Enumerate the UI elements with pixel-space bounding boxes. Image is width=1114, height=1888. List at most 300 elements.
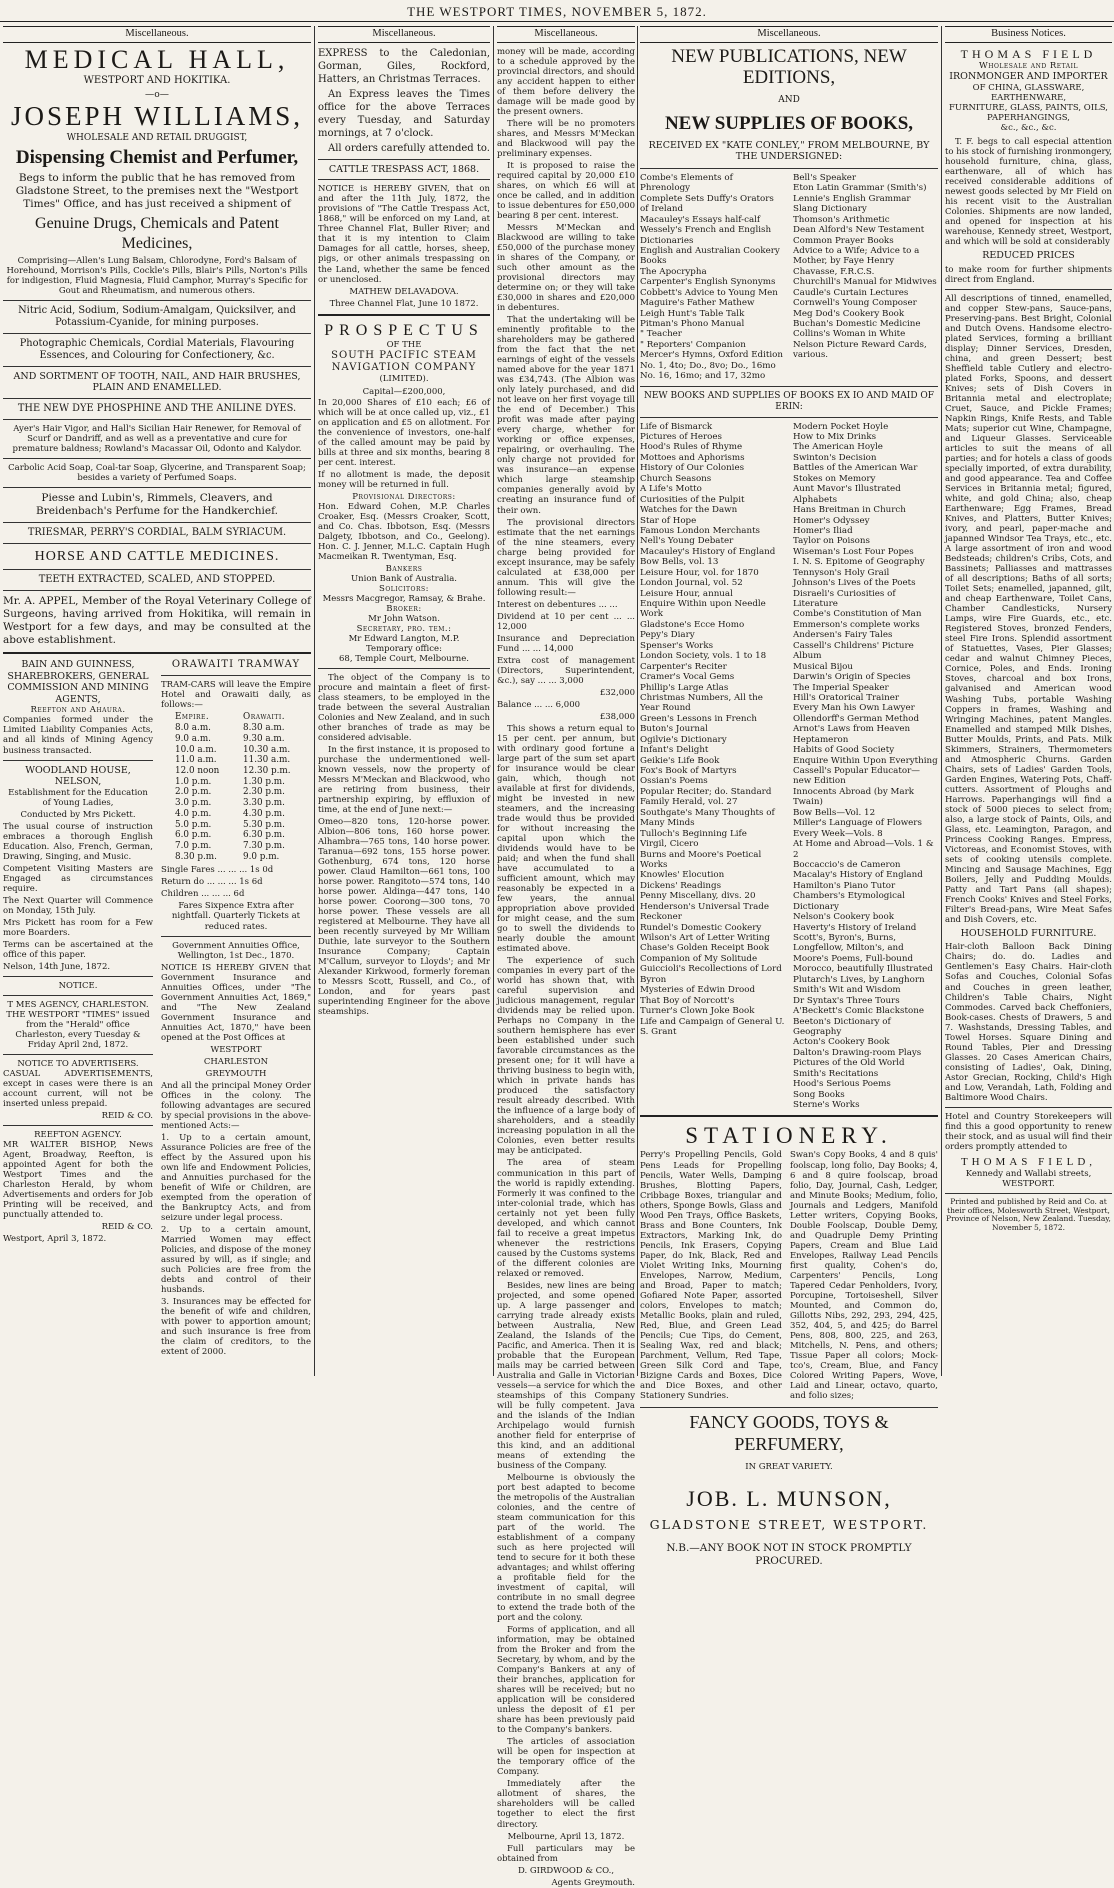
secretary-head: Secretary, pro. tem.: (356, 623, 452, 634)
book-title: London Society, vols. 1 to 18 (640, 651, 767, 662)
book-title: Miller's Language of Flowers (793, 818, 922, 829)
great-variety: IN GREAT VARIETY. (745, 1461, 833, 1472)
book-title: Johnson's Lives of the Poets (793, 578, 916, 589)
woodland-text6: Mrs Pickett has room for a Few more Boarders. (3, 917, 153, 938)
book-title: Taylor on Poisons (793, 536, 870, 547)
book-title: No. 16, 16mo; and 17, 32mo (640, 371, 766, 382)
intro-text: Begs to inform the public that he has removed from Gladstone Street, to the premises next the "Westport Times" Office, and has just received a shipment of (15, 171, 299, 210)
column-heading: Miscellaneous. (497, 26, 635, 43)
book-title: Pictures of the Old World (793, 1058, 905, 1069)
fin-1: Interest on debentures ... ... (497, 599, 618, 610)
field-town: WESTPORT. (1002, 1179, 1055, 1190)
book-title: Cornwell's Young Composer (793, 298, 917, 309)
book-title: Mottoes and Aphorisms (640, 452, 745, 463)
tt-cell: 7.0 p.m. (175, 840, 212, 851)
book-title: Pepy's Diary (640, 630, 695, 641)
book-title: Cassell's Childrens' Picture Album (793, 640, 914, 662)
cattle-text: NOTICE is HEREBY GIVEN, that on and after the 11th July, 1872, the provisions of "The Cattle Trespass Act, 1868," will be enforced on my Land, at Three Channel Flat, Buller River; and that it is my intention to Claim Damages for all cattle, horses, sheep, pigs, or other animals trespassing on the Land, whether the same be fenced or unenclosed. (318, 184, 490, 285)
tt-cell: 4.0 p.m. (175, 808, 212, 819)
book-title: A Life's Motto (640, 484, 702, 495)
book-title: Cobbett's Advice to Young Men (640, 287, 778, 298)
fin-6: Balance ... ... 6,000 (497, 699, 581, 710)
prospectus-company: SOUTH PACIFIC STEAM NAVIGATION COMPANY (331, 350, 477, 374)
woodland-text2: Conducted by Mrs Pickett. (20, 809, 136, 820)
prospectus-allot: If no allotment is made, the deposit money will be returned in full. (318, 469, 490, 490)
woodland-date: Nelson, 14th June, 1872. (3, 961, 111, 972)
book-title: Ogilvie's Dictionary (640, 734, 727, 745)
cattle-sign: MATHEW DELAVADOVA. (349, 286, 459, 297)
book-title: Every Week—Vols. 8 (793, 828, 883, 839)
c3-p9: The area of steam communication in this part of the world is rapidly extending. Formerly it was confined to the inter-colonial trade, which has certainly not yet been fully developed, and which cannot fail to receive a great impetus whenever the restrictions caused by the Customs systems of the different colonies are relaxed or removed. (497, 1158, 635, 1279)
book-title: Ollendorff's German Method (793, 713, 920, 724)
woodland-text5: The Next Quarter will Commence on Monday, 15th July. (3, 895, 153, 916)
field-trade6: PAPERHANGINGS, (987, 113, 1070, 124)
book-title: Battles of the American War (793, 463, 918, 474)
advertisers-text: CASUAL ADVERTISEMENTS, except in cases were there is an account current, will not be inserted unless prepaid. (3, 1069, 153, 1110)
tt-cell: 11.30 a.m. (243, 755, 291, 766)
book-title: Leisure Hour, vol. for 1870 (640, 567, 759, 578)
book-title: Cassell's Popular Educator—new Edition (793, 766, 920, 787)
book-title: Darwin's Origin of Species (793, 672, 911, 683)
book-title: Rundel's Domestic Cookery (640, 922, 762, 933)
tt-cell: 1.0 p.m. (175, 776, 212, 787)
c3-p10: Besides, new lines are being projected, and some opened up. A large passenger and carrying trade already exists between Australia, New Zealand, the Islands of the Pacific, and America. Then it is probable that the European mails may be carried between Australia and Galle in Victorian vessels—a service for which the steamships of this Company will be fully competent. Java and the islands of the Indian Archipelago would furnish another field for enterprise of this kind, and an additional means of extending the business of the Company. (497, 1280, 635, 1471)
book-title: Acton's Cookery Book (793, 1037, 890, 1048)
book-title: Chambers's Etymological Dictionary (793, 891, 905, 912)
fares-2: Return do ... ... ... 1s 6d (161, 877, 263, 888)
annuities-text: NOTICE IS HEREBY GIVEN that Government Insurance and Annuities Offices, under "The Government Annuities Act, 1869," and "The New Zealand Government Insurance and Annuities Act, 1870," have been opened at the Post Offices at (161, 962, 311, 1043)
field-trade2: IRONMONGER AND IMPORTER (949, 71, 1108, 83)
prospectus-capital: Capital—£200,000, (362, 387, 446, 398)
stationery-right: Swan's Copy Books, 4 and 8 quis' foolscap, long folio, Day Books; 4, 6 and 8 quire foolscap, broad folio, Day, Journal, Cash, Ledger, and Minute Books; Medium, folio, Journals and Ledgers, Manifold Letter writers, Copying Books, Double Foolscap, Double Demy, and Quadruple Demy Printing Papers, Cream and Blue Laid Envelopes, Railway Lead Pencils first quality, Cohen's do, Carpenters' Pencils, Long Tapered Cedar Penholders, Ivory, Porcupine, Tortoiseshell, Silver Mounted, and Common do, Gillotts Nibs, 292, 293, 294, 425, 352, 404, 5, and 425; do Barrel Pens, 808, 800, 225, and 263, Mitchells, N. Pens, and others; Tissue Paper all colors; Mock-tco's, Cream, Blue, and Fancy Colored Writing Papers, Wove, Laid and Linear, octavo, quarto, and folio sizes; (789, 1150, 938, 1401)
c3-p5: That the undertaking will be eminently profitable to the shareholders may be gathered from the fact that the net earnings of eight of the vessels named above for the year 1871 was £34,743. (The Albion was only lately purchased, and did not leave on her first voyage till the end of December.) This profit was made after paying every charge, whether for working or office expenses, repairing, or overhauling. The only charge not provided for was insurance—an expense which large steamship companies generally avoid by creating an insurance fund of their own. (497, 315, 635, 516)
field-trade1: Wholesale and Retail (979, 61, 1078, 72)
tt-cell: 5.30 p.m. (243, 819, 285, 830)
column-heading: Business Notices. (945, 26, 1112, 43)
notice-head: NOTICE. (58, 980, 98, 991)
book-title: Infant's Delight (640, 745, 709, 756)
book-title: Ossian's Poems (640, 776, 708, 787)
book-title: Andersen's Fairy Tales (793, 630, 893, 641)
book-title: At Home and Abroad—Vols. 1 & 2 (793, 839, 934, 860)
tt-cell: 7.30 p.m. (243, 840, 285, 851)
tt-cell: 9.30 a.m. (243, 733, 285, 744)
nitric-text: Nitric Acid, Sodium, Sodium-Amalgam, Quicksilver, and Potassium-Cyanide, for mining purposes. (18, 305, 296, 329)
carbolic-text: Carbolic Acid Soap, Coal-tar Soap, Glycerine, and Transparent Soap; besides a variety of Perfumed Soaps. (8, 463, 306, 484)
book-title: Musical Bijou (793, 661, 853, 672)
book-title: Life of Bismarck (640, 421, 713, 432)
tt-cell: 8.30 a.m. (243, 723, 285, 734)
fin-7: £38,000 (599, 711, 635, 722)
book-title: Emmerson's complete works (793, 619, 920, 630)
book-title: Famous London Merchants (640, 525, 761, 536)
book-title: Curiosities of the Pulpit (640, 494, 745, 505)
book-title: Bell's Speaker (793, 172, 857, 183)
book-title: Buton's Journal (640, 724, 708, 735)
book-title: I. N. S. Epitome of Geography (793, 557, 925, 568)
book-title: Dr Syntax's Three Tours (793, 995, 900, 1006)
prospectus-limited: (LIMITED). (379, 374, 429, 385)
book-title: Hill's Oratorical Trainer (793, 692, 900, 703)
book-title: Dickens' Readings (640, 880, 722, 891)
woodland-title: WOODLAND HOUSE, NELSON, (25, 764, 131, 788)
field-intro: T. F. begs to call especial attention to his stock of furnishing ironmongery, household furniture, china, glass, earthenware, all of which has received considerable additions of newest goods selected by Mr Field on his recent visit to the Australian Colonies. Shipments are now landed, and opened for inspection at his warehouse, Kennedy street, Westport, and which will be sold at considerably (945, 137, 1112, 248)
c3-p1: money will be made, according to a schedule approved by the provincial directors, and should any accident happen to either of them before delivery the damage will be made good by the present owners. (497, 46, 635, 117)
bankers: Union Bank of Australia. (351, 573, 457, 584)
printed-notice: Printed and published by Reid and Co. at their offices, Molesworth Street, Westport, Province of Nelson, New Zealand. Tuesday, November 5, 1872. (946, 1197, 1111, 1233)
book-title: Smith's Recitations (793, 1068, 879, 1079)
teeth-text: TEETH EXTRACTED, SCALED, AND STOPPED. (38, 573, 276, 585)
secretary: Mr Edward Langton, M.P. (348, 633, 460, 644)
column-heading: Miscellaneous. (640, 26, 938, 43)
book-title: Homer's Odyssey (793, 515, 870, 526)
book-title: Common Prayer Books (793, 235, 894, 246)
c3-p8: The experience of such companies in every part of the world has shown that, with careful supervision and judicious management, regular dividends may be relied upon. Perhaps no Company in the southern hemisphere has ever been established under such favorable circumstances as the present one; for it will have a thriving business to begin with, which in private hands has produced the satisfactory result already described. With the influence of a large body of shareholders, and a steadily increasing population in all the Colonies, even better results may be anticipated. (497, 956, 635, 1157)
annuities-text2: And all the principal Money Order Offices in the colony. The following advantages are secured by special provisions in the above-mentioned Acts:— (161, 1080, 311, 1131)
book-list-right (793, 422, 938, 1111)
c3-sign: D. GIRDWOOD & CO., (517, 1865, 615, 1876)
tt-cell: 6.0 p.m. (175, 830, 212, 841)
express-text1: EXPRESS to the Caledonian, Gorman, Giles, Rockford, Hatters, an Christmas Terraces. (318, 47, 490, 85)
woodland-text4: Competent Visiting Masters are Engaged as circumstances require. (3, 863, 153, 894)
book-title: Nell's Young Debater (640, 536, 734, 547)
fares-3: Children ... ... ... 6d (161, 889, 245, 900)
c3-p11: Melbourne is obviously the port best adapted to become the metropolis of the Australian colonies, and the centre of steam communication for this part of the world. The establishment of a company such as here projected will tend to secure for it both these advantages; and whilst offering a profitable field for the investment of capital, will contribute in no small degree to extend the trade both of the port and the colony. (497, 1472, 635, 1624)
book-title: Companion of My Solitude (640, 953, 758, 964)
book-title: Swinton's Decision (793, 452, 877, 463)
books-and: AND (778, 94, 800, 105)
book-title: Aunt Mavor's Illustrated Alphabets (793, 484, 901, 505)
field-trade3: OF CHINA, GLASSWARE, (972, 83, 1085, 94)
book-title: Penny Miscellany, divs. 20 (640, 891, 756, 902)
directors-head: Provisional Directors: (352, 491, 456, 502)
prospectus-body1: The object of the Company is to procure and maintain a fleet of first-class steamers, to be employed in the trade between the several Australian Colonies and New Zealand, and in such other branches of trade as may be considered advisable. (318, 672, 490, 743)
vessels-text: Omeo—820 tons, 120-horse power. Albion—806 tons, 160 horse power. Alhambra—765 tons, 140 horse power. Taranua—692 tons, 155 horse power. Gothenburg, 674 tons, 120 horse power. Claud Hamilton—661 tons, 100 horse power. Rangitoto—574 tons, 140 horse power. Aldinga—447 tons, 140 horse power. Coorong—300 tons, 70 horse power. These vessels are all registered at Melbourne. They have all been recently surveyed by Mr William Duthie, late surveyor to the Southern Insurance Company; Captain M'Callum, surveyor to Lloyds'; and Mr Alexander Kirkwood, formerly foreman to Messrs Scott, Russell, and Co., of London, and for years past superintending Engineer for the above steamships. (318, 817, 490, 1018)
book-title: Dean Alford's New Testament (793, 225, 925, 236)
book-title: Macauley's History of England (640, 546, 776, 557)
book-title: The American Hoyle (793, 442, 883, 453)
column-2 (318, 26, 490, 1376)
book-title: Henderson's Universal Trade Reckoner (640, 901, 769, 923)
woodland-text1: Establishment for the Education of Young Ladies, (8, 787, 148, 808)
c3-sign2: Agents Greymouth. (551, 1877, 635, 1888)
book-title: Hood's Rules of Rhyme (640, 442, 743, 453)
book-title: Southgate's Many Thoughts of Many Minds (640, 807, 775, 829)
headline: Dispensing Chemist and Perfumer, (15, 146, 299, 168)
fin-2: Dividend at 10 per cent ... ... 12,000 (497, 611, 635, 632)
brushes-text: AND SORTMENT OF TOOTH, NAIL, AND HAIR BRUSHES, PLAIN AND ENAMELLED. (13, 370, 301, 394)
book-title: Eton Latin Grammar (Smith's) (793, 183, 927, 194)
book-title: Combe's Constitution of Man (793, 609, 922, 620)
solicitors-head: Solicitors: (379, 583, 429, 594)
book-title: Beeton's Dictionary of Geography (793, 1016, 891, 1037)
book-title: A'Beckett's Comic Blackstone (793, 1006, 924, 1017)
broker: Mr John Watson. (368, 613, 440, 624)
book-title: Meg Dod's Cookery Book (793, 308, 905, 319)
cattle-head: CATTLE TRESPASS ACT, 1868. (328, 163, 480, 175)
column-rule (493, 26, 494, 1376)
book-title: Modern Pocket Hoyle (793, 421, 889, 432)
prospectus-of: OF THE (386, 340, 422, 351)
tt-cell: 2.0 p.m. (175, 787, 212, 798)
tt-cell: 9.0 p.m. (243, 851, 280, 862)
medical-hall-title: MEDICAL HALL, (24, 44, 290, 74)
reefton-text: MR WALTER BISHOP, News Agent, Broadway, Reefton, is appointed Agent for both the Westport Times and the Charleston Herald, by whom Advertisements and orders for Job Printing will be received, and punctually attended to. (3, 1140, 153, 1221)
book-title: Smith's Wit and Wisdom (793, 985, 901, 996)
tt-cell: 5.0 p.m. (175, 819, 212, 830)
book-title: Tulloch's Beginning Life (640, 828, 747, 839)
book-title: Enquire Within Upon Everything (793, 755, 938, 766)
book-title: No. 1, 4to; Do., 8vo; Do., 16mo (640, 360, 776, 371)
field-street: Kennedy and Wallabi streets, (965, 1169, 1092, 1180)
tt-cell: 12.0 noon (175, 765, 220, 776)
book-title: Wilson's Art of Letter Writing (640, 933, 770, 943)
fares-4: Fares Sixpence Extra after nightfall. Quarterly Tickets at reduced rates. (171, 901, 301, 932)
column-1 (3, 26, 311, 1376)
book-title: Complete Sets Duffy's Orators of Ireland (640, 193, 774, 215)
book-title: Hood's Serious Poems (793, 1079, 891, 1090)
book-title: That Boy of Norcott's (640, 995, 735, 1006)
prospectus-body2: In the first instance, it is proposed to purchase the undermentioned well-known vessels, now the property of Messrs M'Meckan and Blackwood, who are retiring from business, their partnership expiring, by effluxion of time, at the end of June next:— (318, 745, 490, 816)
book-title: Plutarch's Lives, by Langhorn (793, 974, 925, 985)
book-title: Hamilton's Piano Tutor (793, 880, 896, 891)
reefton-head: REEFTON AGENCY. (34, 1130, 122, 1141)
column-rule (941, 26, 942, 1376)
bankers-head: Bankers (385, 563, 423, 574)
book-title: Mysteries of Edwin Drood (640, 985, 756, 996)
dye-text: THE NEW DYE PHOSPHINE AND THE ANILINE DYES. (17, 403, 297, 415)
ayer-text: Ayer's Hair Vigor, and Hall's Sicilian Hair Renewer, for Removal of Scurf or Dandriff, and as well as a preventative and cure for premature baldness; Rowland's Macassar Oil, Odonto and Kalydor. (12, 424, 302, 455)
column-4 (640, 26, 938, 1567)
field-name2: THOMAS FIELD, (960, 1155, 1097, 1168)
book-title: Advice to a Wife; Advice to a Mother, by Faye Henry Chavasse, F.R.C.S. (793, 245, 920, 277)
c3-p4: Messrs M'Meckan and Blackwood are willing to take £50,000 of the purchase money in shares of the Company, or such other amount as the provisional directors may determine on; or they will take £30,000 in shares and £20,000 in debentures. (497, 223, 635, 314)
annuities-place2: CHARLESTON (203, 1056, 269, 1067)
book-title: Fox's Book of Martyrs (640, 766, 737, 776)
book-title: Heptameron (793, 734, 849, 745)
column-rule (314, 26, 315, 1376)
advertisers-sign: REID & CO. (101, 1111, 153, 1122)
book-title: Turner's Clown Joke Book (640, 1006, 755, 1017)
fin-4: Extra cost of management (Directors, Superintendent, &c.), say ... ... 3,000 (497, 655, 635, 686)
book-title: Leisure Hour, annual (640, 588, 733, 599)
stationery-title: STATIONERY. (685, 1123, 893, 1149)
genuine-drugs: Genuine Drugs, Chemicals and Patent Medicines, (35, 215, 279, 252)
book-title: The Imperial Speaker (793, 682, 889, 693)
book-title: Mercer's Hymns, Oxford Edition (640, 350, 783, 361)
book-title: Wiseman's Lost Four Popes (793, 546, 914, 557)
tt-cell: 9.0 a.m. (175, 733, 211, 744)
c3-p15: Full particulars may be obtained from (497, 1843, 635, 1864)
book-title: Hans Breitman in Church (793, 505, 906, 516)
tt-cell: 10.0 a.m. (175, 744, 217, 755)
book-title: Christmas Numbers, All the Year Round (640, 692, 763, 714)
c3-p2: There will be no promoters shares, and Messrs M'Meckan and Blackwood will pay the preliminary expenses. (497, 118, 635, 159)
book-title: Haverty's History of Ireland (793, 922, 917, 933)
book-title: Green's Lessons in French (640, 713, 757, 724)
book-title: Habits of Good Society (793, 745, 895, 756)
book-title: Phillip's Large Atlas (640, 682, 729, 693)
tt-cell: 8.0 a.m. (175, 723, 211, 734)
book-title: " Reporters' Companion (640, 339, 746, 350)
book-title: Virgil, Cicero (640, 839, 699, 850)
stationery-left: Perry's Propelling Pencils, Gold Pens Leads for Propelling Pencils, Water Wells, Damping Brushes, Blotting Papers, Cribbage Boxes, triangular and others, Sponge Bowls, Glass and Wood Pen Trays, Office Baskets, Brass and Bone Counters, Ink Extractors, Marking Ink, do Pencils, Ink Erasers, Copying Paper, do Ink, Black, Red and Violet Writing Inks, Mourning Envelopes, Narrow, Medium, and Broad, Paper to match; Gofiared Note Paper, assorted colors, Envelopes to match; Metallic Books, plain and ruled, Red, Blue, and Green Lead Pencils; Cue Tips, do Cement, Sealing Wax, red and black; Parchment, Vellum, Red Tape, Green Silk Cord and Tape, Bizigne Cards and Boxes, Dice and Dice Boxes, and other Stationery Sundries. (640, 1150, 782, 1401)
book-title: Boccaccio's de Cameron (793, 859, 901, 870)
appel-text: Mr. A. APPEL, Member of the Royal Veterinary College of Surgeons, having arrived from Hokitika, will remain in Westport for a few days, and may be consulted at the above establishment. (3, 594, 311, 646)
column-heading: Miscellaneous. (318, 26, 490, 43)
tt-cell: 11.0 a.m. (175, 755, 217, 766)
book-title: Arnot's Laws from Heaven (793, 724, 911, 735)
book-title: Cramer's Vocal Gems (640, 672, 735, 683)
tt-cell: 2.30 p.m. (243, 787, 285, 798)
field-body: All descriptions of tinned, enamelled, and copper Stew-pans, Sauce-pans, Preserving-pans. Best Bright, Colonial and Dutch Ovens. Handsome electro-plated Services, forming a brilliant display; Dinner Services, Dresden, china, and green Dessert; best Sheffield table Cutlery and electro-plated Forks, Spoons, and dessert Knives; sets of Dish Covers in Britannia metal and electroplate; Cruet, Sauce, and Pickle Frames; Napkin Rings, Knife Rests, and Table Mats; superior cut Wine, Champagne, and Liqueur Glasses. Serviceable articles to suit the means of all parties; and for hotels a class of goods specially imported, of extra durability, and good appearance. Tea and Coffee Services in Britannia metal; figured, white, and gold China; also, cheap Earthenware; Egg Frames, Bread Knives, and Platters, Butter Knives; ivory, and pearl, paper-mache and japanned Windsor Tea Trays, etc., etc. A large assortment of iron and wood Bedsteads; children's Cribs, Cots, and Bassinets; Palliasses and mattrasses of all descriptions; Baths of all sorts; Toilet Sets; enamelled, japanned, gilt, and cheap Earthenware, Toilet Cans, Chamber Candlesticks, Nursery Lamps, wire Fire Guards, etc., etc. Registered Stoves, bronzed Fenders, steel Fire Irons. Splendid assortment of Statuettes, Vases, Pier Glasses; cedar and walnut Chimney Pieces, Cornice, Poles, and Ends. Ironing Stoves, charcoal and box Irons, galvanised and American wood Washing Tubs, portable Washing Coppers in frames, Washing and Wringing Machines, patent Mangles. Enamelled and stamped Milk Dishes, Butter Moulds, Prints, and Pats. Milk Skimmers, Strainers, Thermometers and Atmospheric Churns. Garden Chairs, sets of Ladies' Garden Tools, Garden Engines, Watering Pots, Chaff-cutters. Assortment of Ploughs and Harrows. Paperhangings will find a stock of 5000 pieces to select from; also, a large stock of Paints, Oils, and Glass, etc. Leamington, Paragon, and Princess Cooking Ranges. Empress, Victoreas, and Economist Stoves, with sets of cooking utensils complete. Mincing and Sausage Machines, Egg Boilers, Jelly and Pudding Moulds. Patty and Tart Pans (all shapes); French Cooks' Knives and Steel Forks, Filter's Bread-pans, Wire Meat Safes and Dish Covers, etc. (945, 293, 1112, 925)
field-hotel: Hotel and Country Storekeepers will find this a good opportunity to renew their stock, and as usual will find their orders promptly attended to (945, 1111, 1112, 1152)
tramway-head: ORAWAITI TRAMWAY (171, 659, 301, 671)
book-title: London Journal, vol. 52 (640, 578, 743, 589)
field-trade7: &c., &c., &c. (1000, 123, 1057, 134)
broker-head: Broker: (386, 603, 422, 614)
advertisers-head: NOTICE TO ADVERTISERS. (17, 1059, 139, 1070)
tt-cell: 1.30 p.m. (243, 776, 285, 787)
book-title: Bow Bells—Vol. 12 (793, 807, 876, 818)
c3-date: Melbourne, April 13, 1872. (507, 1831, 625, 1842)
c3-p12: Forms of application, and all information, may be obtained from the Broker and from the Secretary, by whom, and by the Company's Bankers at any of their branches, application for shares will be received; but no application will be considered unless the deposit of £1 per share has been previously paid to the Company's bankers. (497, 1625, 635, 1736)
book-title: Burns and Moore's Poetical Works (640, 849, 762, 870)
fin-5: £32,000 (599, 687, 635, 698)
book-title: Slang Dictionary (793, 204, 867, 215)
books-supplies: NEW SUPPLIES OF BOOKS, (664, 112, 914, 134)
book-title: " Teacher (640, 329, 682, 340)
book-title: Innocents Abroad (by Mark Twain) (793, 786, 914, 808)
book-title: Nelson Picture Reward Cards, various. (793, 339, 927, 361)
express-text3: All orders carefully attended to. (328, 142, 490, 154)
book-title: Pictures of Heroes (640, 432, 722, 442)
cattle-date: Three Channel Flat, June 10 1872. (329, 298, 479, 309)
book-title: Every Man his Own Lawyer (793, 703, 915, 714)
c3-p13: The articles of association will be open for inspection at the temporary office of the Company. (497, 1737, 635, 1778)
fin-3: Insurance and Depreciation Fund ... ... 14,000 (497, 633, 635, 654)
office: 68, Temple Court, Melbourne. (339, 653, 469, 664)
reefton-sign: REID & CO. (101, 1222, 153, 1233)
books-received: RECEIVED EX "KATE CONLEY," FROM MELBOURNE, BY THE UNDERSIGNED: (648, 139, 930, 163)
book-title: Guiccioli's Recollections of Lord Byron (640, 964, 782, 985)
book-title: Star of Hope (640, 515, 697, 526)
directors: Hon. Edward Cohen, M.P. Charles Croaker, Esq. (Messrs Croaker, Scott, and Co. Chas. Ibbotson, Esq. (Messrs Dalgety, Ibbotson, and Co., Geelong). Hon. C. J. Jenner, M.L.C. Captain Hugh Macmeikan R. Twentyman, Esq. (318, 501, 490, 562)
c3-p3: It is proposed to raise the required capital by 20,000 £10 shares, on which £6 will at once be called, and in addition to issue debentures for £50,000 bearing 8 per cent. interest. (497, 160, 635, 222)
book-list-left (640, 173, 785, 382)
triesmar-text: TRIESMAR, PERRY'S CORDIAL, BALM SYRIACUM. (27, 526, 287, 538)
tt-cell: 8.30 p.m. (175, 851, 217, 862)
tt-cell: 4.30 p.m. (243, 808, 285, 819)
field-furniture: Hair-cloth Balloon Back Dining Chairs; do. do. Ladies and Gentlemen's Easy Chairs. Hair-cloth Sofas and Couches, Colonial Sofas and Couches in green leather, Children's Table Chairs, Night Commodes. Carved back Cheffoniers, Book-cases. Chests of Drawers, 5 and 7. Washstands, Dressing Tables, and Towel Horses. Square Dining and Round Tables, Pier and Dressing Glasses. 20 Cases American Chairs, consisting of Ladies', Oak, Dining, Astor Grecian, Rocking, Child's High and Low, Verandah, Lath, Folding and Baltimore Wood Chairs. (945, 942, 1112, 1103)
book-title: Nelson's Cookery book (793, 912, 895, 923)
books-title: NEW PUBLICATIONS, NEW EDITIONS, (671, 45, 907, 88)
tt-cell: 3.0 p.m. (175, 798, 212, 809)
book-title: Carpenter's Reciter (640, 661, 727, 672)
annuities-place1: WESTPORT (210, 1044, 262, 1055)
book-title: Carpenter's English Synonyms (640, 277, 776, 288)
times-agency: T MES AGENCY, CHARLESTON. (7, 999, 149, 1010)
book-title: Sterne's Works (793, 1100, 860, 1110)
book-title: Buchan's Domestic Medicine (793, 319, 921, 329)
munson-name: JOB. L. MUNSON, (686, 1485, 892, 1511)
tt-cell: 12.30 p.m. (243, 765, 291, 776)
book-title: Tennyson's Holy Grail (793, 567, 890, 578)
book-title: Macalay's History of England (793, 870, 923, 881)
book-title: Lennie's English Grammar (793, 193, 911, 204)
book-title: Life and Campaign of General U. S. Grant (640, 1016, 785, 1037)
proprietor-name: JOSEPH WILLIAMS, (10, 101, 303, 132)
book-title: Knowles' Elocution (640, 870, 725, 881)
book-title: Stokes on Memory (793, 473, 876, 484)
solicitors: Messrs Macgregor, Ramsay, & Brahe. (322, 593, 486, 604)
book-title: Combe's Elements of Phrenology (640, 172, 733, 194)
ornament: —o— (145, 88, 169, 100)
fancy-goods: FANCY GOODS, TOYS & PERFUMERY, (689, 1411, 889, 1454)
field-trade5: FURNITURE, GLASS, PAINTS, OILS, (949, 103, 1108, 114)
c3-p7: This shows a return equal to 15 per cent. per annum, but with ordinary good fortune a large part of the sum set apart for insurance would be clear gain, which, though not available at first for dividends, might be invested in new steamers, and the increasing trade would thus be provided for without increasing the capital upon which the dividends would have to be paid; and when the fund shall have accumulated to a sufficient amount, which may reasonably be expected in a few years, the annual appropriation above provided for might cease, and the sum go to swell the dividends to nearly double the amount estimated above. (497, 723, 635, 955)
masthead: THE WESTPORT TIMES, NOVEMBER 5, 1872. (0, 0, 1114, 22)
book-list-right (793, 173, 938, 382)
munson-street: GLADSTONE STREET, WESTPORT. (649, 1516, 929, 1532)
horse-cattle: HORSE AND CATTLE MEDICINES. (34, 548, 280, 564)
proprietor-trade: WHOLESALE AND RETAIL DRUGGIST, (66, 132, 248, 143)
book-title: Collins's Woman in White (793, 329, 906, 340)
book-title: Scott's, Byron's, Burns, Longfellow, Milton's, and Moore's Poems, Full-bound Morocco, beautifully Illustrated (793, 933, 933, 975)
tt-cell: 6.30 p.m. (243, 830, 285, 841)
book-title: Enquire Within upon Needle Work (640, 599, 766, 620)
book-title: Watches for the Dawn (640, 505, 738, 516)
book-title: The Apocrypha (640, 266, 707, 277)
book-title: English and Australian Cookery Books (640, 245, 780, 267)
book-title: Thomson's Arithmetic (793, 214, 890, 225)
book-title: Macauley's Essays half-calf (640, 214, 761, 225)
comprising-text: Comprising—Allen's Lung Balsam, Chlorodyne, Ford's Balsam of Horehound, Morrison's Pills, Cockle's Pills, Blair's Pills, Norton's Pills for indigestion, Fluid Magnesia, Fluid Camphor, Murray's Specific for Gout and Rheumatism, and numerous others. (6, 256, 308, 297)
book-list-left (640, 422, 785, 1111)
fares-1: Single Fares ... ... ... 1s 0d (161, 865, 274, 876)
book-title: Caudle's Curtain Lectures (793, 287, 909, 298)
annuities-head: Government Annuities Office, Wellington, 1st Dec., 1870. (172, 940, 300, 961)
book-title: Leigh Hunt's Table Talk (640, 308, 745, 319)
book-title: Pitman's Phono Manual (640, 319, 745, 329)
office-head: Temporary office: (366, 643, 442, 654)
book-title: Church Seasons (640, 473, 712, 484)
book-title: Wessely's French and English Dictionaries (640, 225, 772, 246)
prospectus-capital-text: In 20,000 Shares of £10 each; £6 of which will be at once called up, viz., £1 on application and £5 on allotment. For the convenience of investors, one-half of the called amount may be paid by bills at three and six months, bearing 8 per cent. interest. (318, 397, 490, 468)
woodland-text3: The usual course of instruction embraces a thorough English Education. Also, French, German, Drawing, Singing, and Music. (3, 821, 153, 862)
medical-hall-sub: WESTPORT AND HOKITIKA. (83, 74, 231, 86)
book-title: Bow Bells, vol. 13 (640, 557, 719, 568)
book-title: Gladstone's Ecce Homo (640, 619, 745, 630)
nb-text: N.B.—ANY BOOK NOT IN STOCK PROMPTLY PROCURED. (666, 1541, 912, 1567)
field-name: THOMAS FIELD (960, 46, 1097, 61)
piesse-text: Piesse and Lubin's, Rimmels, Cleavers, and Breidenbach's Perfume for the Handkerchief. (36, 492, 278, 517)
times-agency-text: THE WESTPORT "TIMES" issued from the "Herald" office Charleston, every Tuesday & Friday April 2nd, 1872. (6, 1009, 150, 1051)
reefton-date: Westport, April 3, 1872. (3, 1234, 107, 1245)
book-title: Dalton's Drawing-room Plays (793, 1047, 922, 1058)
column-3 (497, 26, 635, 1888)
c3-p14: Immediately after the allotment of shares, the shareholders will be called together to elect the first directory. (497, 1779, 635, 1830)
bain-title: BAIN AND GUINNESS, SHAREBROKERS, GENERAL COMMISSION AND MINING AGENTS, (7, 659, 149, 705)
book-title: Spenser's Works (640, 640, 714, 651)
photographic-text: Photographic Chemicals, Cordial Materials, Flavouring Essences, and Colouring for Confectionery, &c. (19, 338, 295, 361)
annuities-place3: GREYMOUTH (205, 1068, 267, 1079)
tt-cell: 3.30 p.m. (243, 798, 285, 809)
book-title: Chase's Golden Receipt Book (640, 943, 770, 954)
book-title: Maguire's Father Mathew (640, 298, 755, 309)
book-title: History of Our Colonies (640, 463, 745, 474)
book-title: Song Books (793, 1089, 845, 1100)
